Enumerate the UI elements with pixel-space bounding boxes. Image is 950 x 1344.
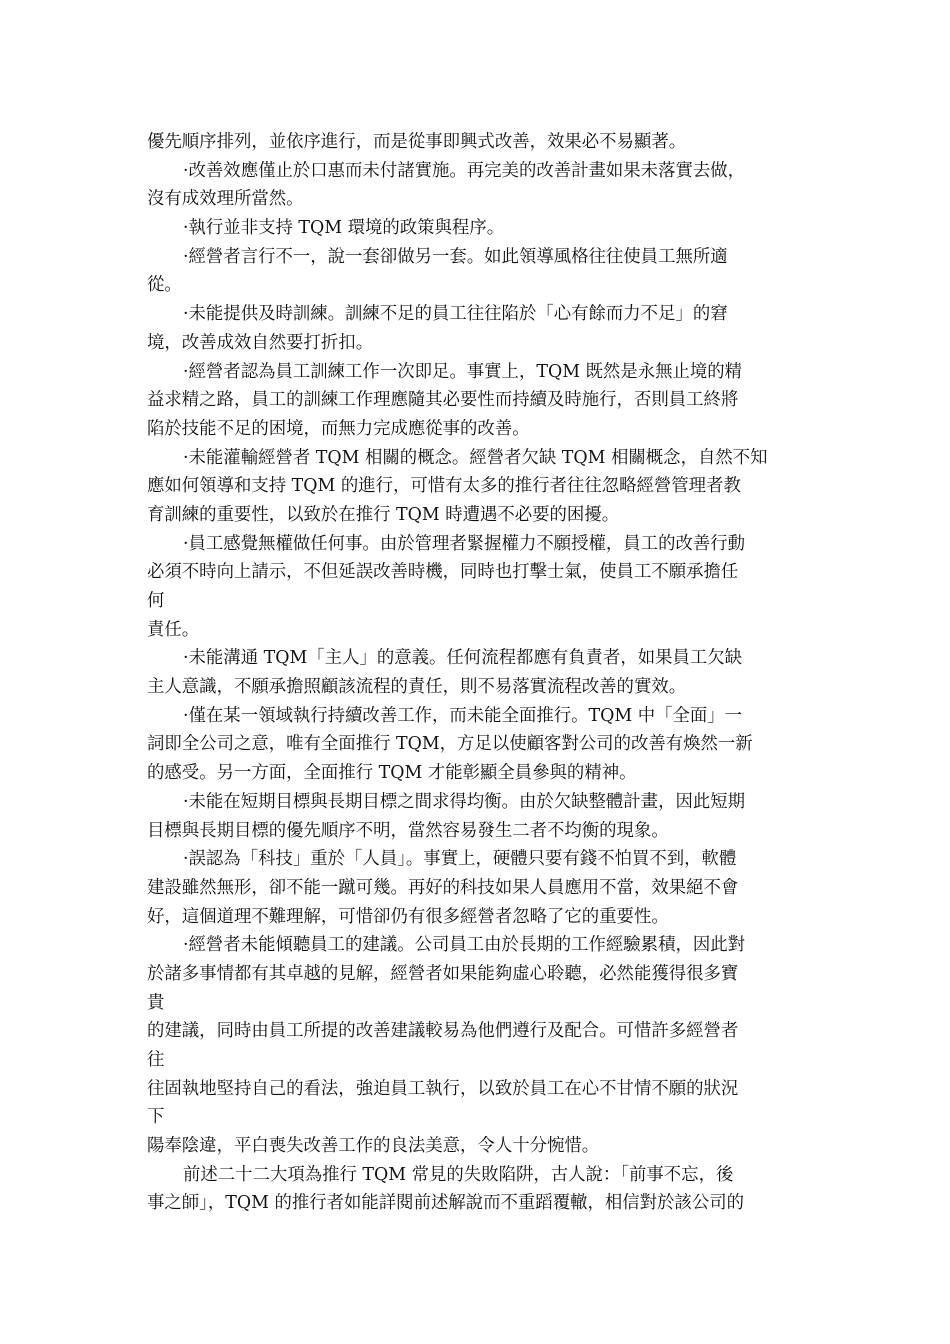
text-line: 的感受。另一方面，全面推行 TQM 才能彰顯全員參與的精神。 (147, 763, 637, 784)
text-line: 陽奉陰違，平白喪失改善工作的良法美意，令人十分惋惜。 (147, 1136, 600, 1157)
text-line: 前述二十二大項為推行 TQM 常見的失敗陷阱，古人說：「前事不忘，後 (183, 1164, 734, 1185)
text-line: ·經營者言行不一，說一套卻做另一套。如此領導風格往往使員工無所適 (183, 246, 728, 267)
text-line: 責任。 (147, 619, 200, 640)
text-line: 往 (147, 1050, 165, 1070)
text-line: ·誤認為「科技」重於「人員」。事實上，硬體只要有錢不怕買不到，軟體 (183, 849, 737, 870)
text-line: ·未能溝通 TQM「主人」的意義。任何流程都應有負責者，如果員工欠缺 (183, 648, 743, 669)
text-line: ·未能提供及時訓練。訓練不足的員工往往陷於「心有餘而力不足」的窘 (183, 304, 728, 325)
text-line: ·未能灌輸經營者 TQM 相關的概念。經營者欠缺 TQM 相關概念，自然不知 (183, 447, 768, 468)
text-line: 從。 (147, 275, 182, 296)
text-line: 應如何領導和支持 TQM 的進行，可惜有太多的推行者往往忽略經營管理者教 (147, 476, 741, 497)
text-line: ·僅在某一領域執行持續改善工作，而未能全面推行。TQM 中「全面」一 (183, 705, 743, 726)
text-line: 下 (147, 1107, 165, 1128)
text-line: 往固執地堅持自己的看法，強迫員工執行，以致於員工在心不甘情不願的狀況 (147, 1078, 739, 1099)
text-line: 目標與長期目標的優先順序不明，當然容易發生二者不均衡的現象。 (147, 820, 669, 841)
text-line: 沒有成效理所當然。 (147, 189, 304, 210)
text-line: 主人意識，不願承擔照顧該流程的責任，則不易落實流程改善的實效。 (147, 677, 687, 698)
text-line: 優先順序排列，並依序進行，而是從事即興式改善，效果必不易顯著。 (147, 132, 687, 152)
text-line: ·經營者認為員工訓練工作一次即足。事實上，TQM 既然是永無止境的精 (183, 361, 743, 382)
text-line: 何 (147, 591, 165, 611)
text-line: ·員工感覺無權做任何事。由於管理者緊握權力不願授權，員工的改善行動 (183, 533, 746, 554)
text-line: ·執行並非支持 TQM 環境的政策與程序。 (183, 218, 505, 239)
text-line: 好，這個道理不難理解，可惜卻仍有很多經營者忽略了它的重要性。 (147, 906, 669, 927)
text-line: ·經營者未能傾聽員工的建議。公司員工由於長期的工作經驗累積，因此對 (183, 935, 746, 956)
text-line: ·未能在短期目標與長期目標之間求得均衡。由於欠缺整體計畫，因此短期 (183, 791, 746, 812)
text-line: 詞即全公司之意，唯有全面推行 TQM，方足以使顧客對公司的改善有煥然一新 (147, 734, 753, 755)
text-line: 育訓練的重要性，以致於在推行 TQM 時遭遇不必要的困擾。 (147, 504, 620, 525)
text-line: 益求精之路，員工的訓練工作理應隨其必要性而持續及時施行，否則員工終將 (147, 390, 739, 411)
text-line: 貴 (147, 992, 165, 1013)
body-text (147, 128, 812, 1218)
text-line: 陷於技能不足的困境，而無力完成應從事的改善。 (147, 418, 530, 439)
text-line: 於諸多事情都有其卓越的見解，經營者如果能夠虛心聆聽，必然能獲得很多寶 (147, 963, 739, 984)
text-line: 事之師」，TQM 的推行者如能詳閱前述解說而不重蹈覆轍，相信對於該公司的 (147, 1193, 744, 1214)
text-line: 境，改善成效自然要打折扣。 (147, 332, 374, 353)
text-line: 的建議，同時由員工所提的改善建議較易為他們遵行及配合。可惜許多經營者 (147, 1021, 739, 1042)
text-line: ·改善效應僅止於口惠而未付諸實施。再完美的改善計畫如果未落實去做， (183, 160, 746, 181)
text-line: 建設雖然無形，卻不能一蹴可幾。再好的科技如果人員應用不當，效果絕不會 (147, 877, 739, 898)
text-line: 必須不時向上請示，不但延誤改善時機，同時也打擊士氣，使員工不願承擔任 (147, 562, 739, 583)
